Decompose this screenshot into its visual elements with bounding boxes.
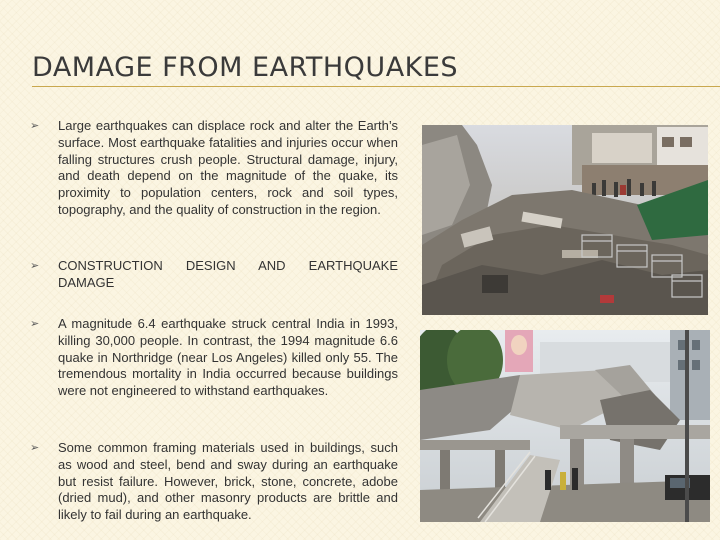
bullet-text: Large earthquakes can displace rock and alter the Earth’s surface. Most earthquake fatalities and injuries occur when falling structures crush people. Structural damage, injury, and death depend on the magnitude of the quake, its proximity to population centers, rock and soil types, topography, and the quality of construction in the region. (58, 118, 398, 217)
collapsed-highway-photo (420, 330, 710, 522)
bullet-item (30, 118, 398, 219)
bullet-list (30, 118, 398, 523)
earthquake-rubble-photo (422, 125, 708, 315)
slide-title: DAMAGE FROM EARTHQUAKES (32, 52, 459, 83)
arrow-bullet-icon: ➢ (30, 442, 40, 454)
bullet-text: A magnitude 6.4 earthquake struck central India in 1993, killing 30,000 people. In contrast, the 1994 magnitude 6.6 quake in Northridge (near Los Angeles) killed only 55. The tremendous mortality in India occurred because buildings were not engineered to withstand earthquakes. (58, 316, 398, 399)
bullet-text: Some common framing materials used in buildings, such as wood and steel, bend and sway during an earthquake but resist failure. However, brick, stone, concrete, adobe (dried mud), and other masonry products are brittle and likely to fail during an earthquake. (58, 440, 398, 523)
bullet-item (30, 316, 398, 400)
bullet-text: CONSTRUCTION DESIGN AND EARTHQUAKE DAMAGE (58, 258, 398, 290)
title-underline (32, 86, 720, 87)
arrow-bullet-icon: ➢ (30, 260, 40, 272)
bullet-item (30, 440, 398, 524)
arrow-bullet-icon: ➢ (30, 120, 40, 132)
bullet-item (30, 258, 398, 292)
arrow-bullet-icon: ➢ (30, 318, 40, 330)
